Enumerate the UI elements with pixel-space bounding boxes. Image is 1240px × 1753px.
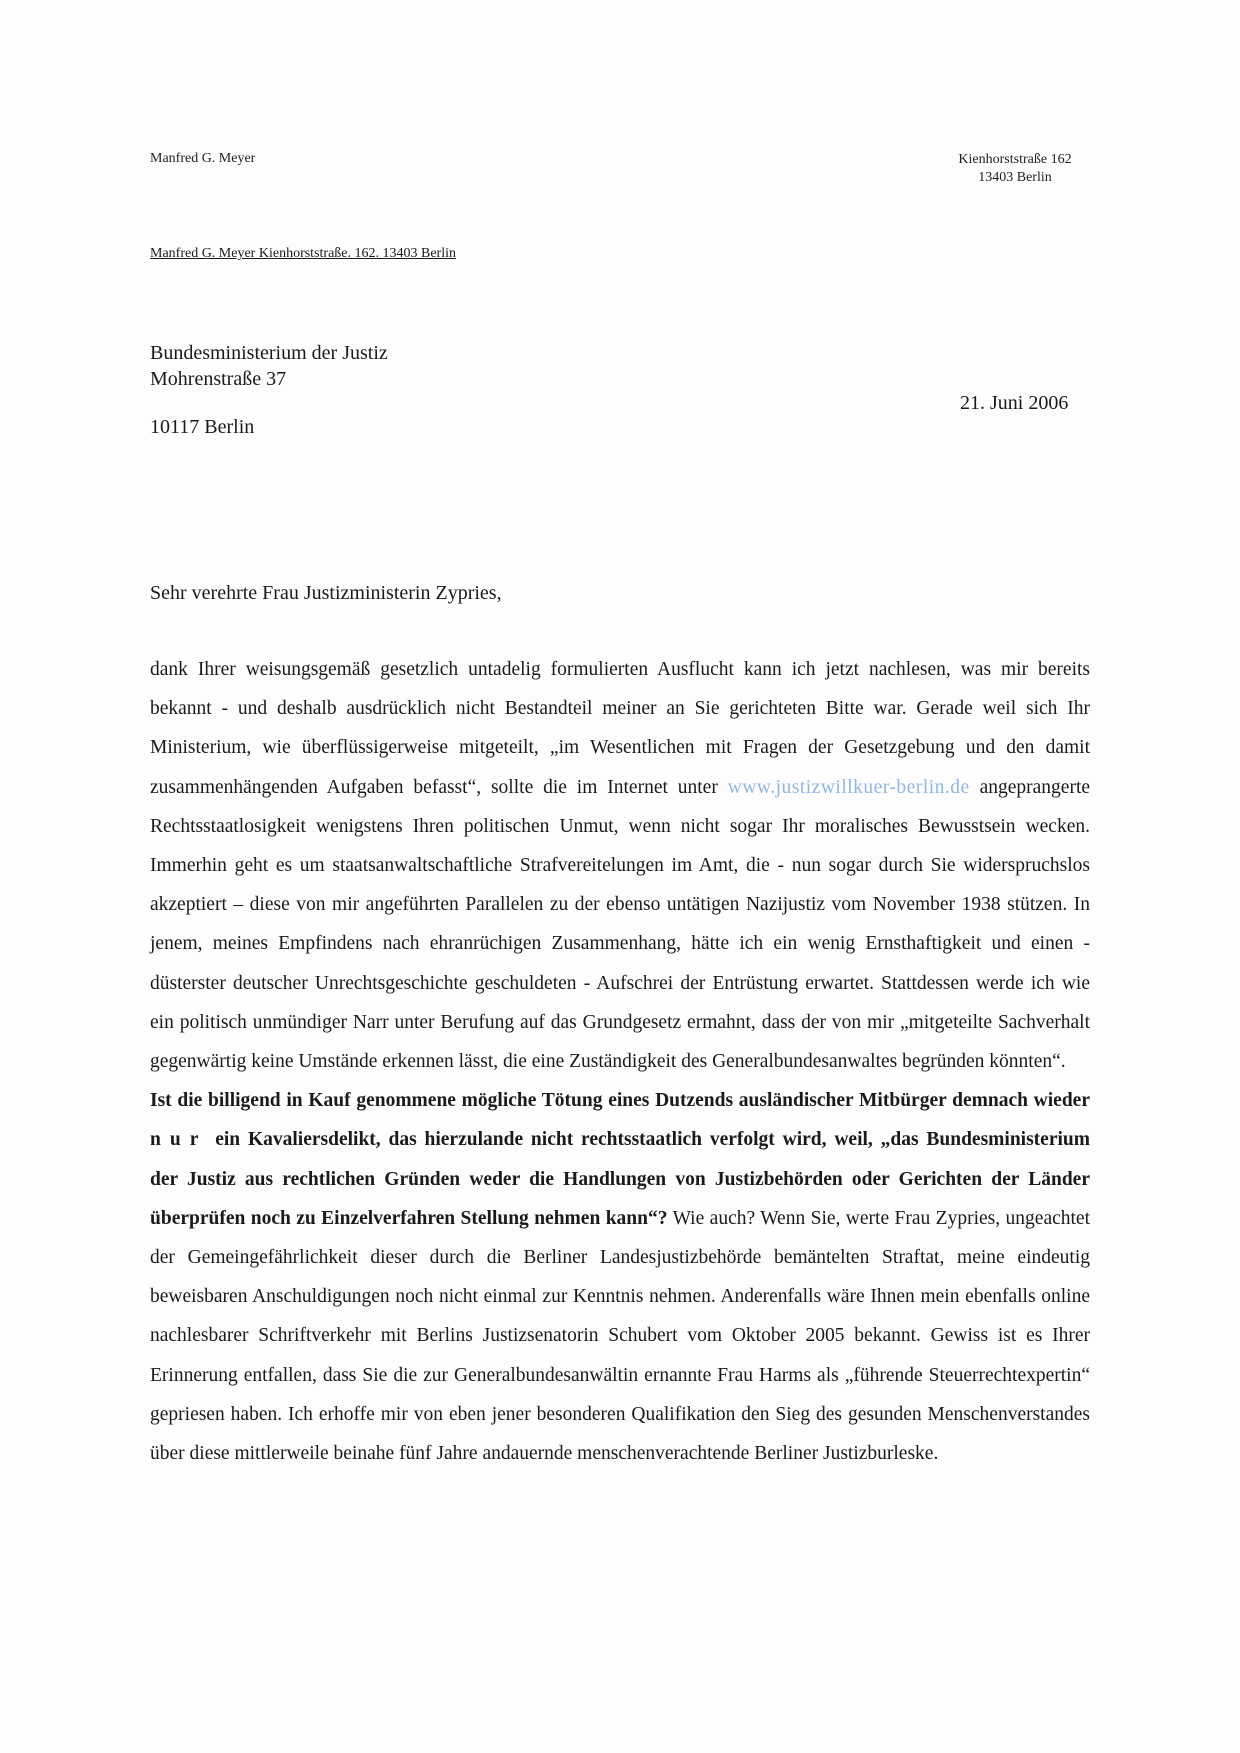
salutation: Sehr verehrte Frau Justizministerin Zypries, (150, 582, 502, 604)
recipient-address (150, 340, 388, 440)
body-paragraph-1 (150, 650, 1090, 1081)
letter-body (150, 650, 1090, 1473)
recipient-line-2: Mohrenstraße 37 (150, 368, 287, 390)
website-link[interactable]: www.justizwillkuer-berlin.de (727, 776, 970, 798)
sender-address (935, 151, 1095, 187)
letter-date: 21. Juni 2006 (960, 392, 1069, 414)
sender-name: Manfred G. Meyer (150, 151, 256, 166)
bold-question-part-b: ein Kavaliersdelikt, das hierzulande nicht rechtsstaatlich verfolgt wird, weil, „das Bundesministerium der Justiz aus rechtlichen Gründen weder die Handlungen von Justizbehörden oder Gerichten der Länder überprüfen noch zu Einzelverfahren Stellung nehmen kann“? (150, 1129, 1090, 1229)
body-text-part-b: angeprangerte Rechtsstaatlosigkeit wenigstens Ihren politischen Unmut, wenn nicht sogar Ihr moralisches Bewusstsein wecken. Immerhin geht es um staatsanwaltschaftliche Strafvereitelungen im Amt, die - nun sogar durch Sie widerspruchslos akzeptiert – diese von mir angeführten Parallelen zu der ebenso untätigen Nazijustiz vom November 1938 stützen. In jenem, meines Empfindens nach ehranrüchigen Zusammenhang, hätte ich ein wenig Ernsthaftigkeit und einen - düsterster deutscher Unrechtsgeschichte geschuldeten - Aufschrei der Entrüstung erwartet. Stattdessen werde ich wie ein politisch unmündiger Narr unter Berufung auf das Grundgesetz ermahnt, dass der von mir „mitgeteilte Sachverhalt gegenwärtig keine Umstände erkennen lässt, die eine Zuständigkeit des Generalbundesanwaltes begründen könnten“. (150, 776, 1091, 1073)
body-text-paragraph-2: Wie auch? Wenn Sie, werte Frau Zypries, ungeachtet der Gemeingefährlichkeit dieser durch die Berliner Landesjustizbehörde bemäntelten Straftat, meine eindeutig beweisbaren Anschuldigungen noch nicht einmal zur Kenntnis nehmen. Anderenfalls wäre Ihnen mein ebenfalls online nachlesbarer Schriftverkehr mit Berlins Justizsenatorin Schubert vom Oktober 2005 bekannt. Gewiss ist es Ihrer Erinnerung entfallen, dass Sie die zur Generalbundesanwältin ernannte Frau Harms als „führende Steuerrechtexpertin“ gepriesen haben. Ich erhoffe mir von eben jener besonderen Qualifikation den Sieg des gesunden Menschenverstandes über diese mittlerweile beinahe fünf Jahre andauernde menschenverachtende Berliner Justizburleske. (150, 1207, 1090, 1465)
bold-question-emphasis: nur (150, 1129, 208, 1151)
bold-question-part-a: Ist die billigend in Kauf genommene mögliche Tötung eines Dutzends ausländischer Mitbürger demnach wieder (150, 1090, 1090, 1112)
recipient-gap (150, 392, 388, 414)
return-address-line: Manfred G. Meyer Kienhorststraße. 162. 13403 Berlin (150, 246, 456, 261)
sender-city: 13403 Berlin (978, 170, 1052, 185)
sender-street: Kienhorststraße 162 (958, 152, 1072, 167)
recipient-line-1: Bundesministerium der Justiz (150, 342, 388, 364)
recipient-line-3: 10117 Berlin (150, 416, 255, 438)
body-paragraph-2 (150, 1081, 1090, 1473)
body-text-part-a: dank Ihrer weisungsgemäß gesetzlich untadelig formulierten Ausflucht kann ich jetzt nachlesen, was mir bereits bekannt - und deshalb ausdrücklich nicht Bestandteil meiner an Sie gerichteten Bitte war. Gerade weil sich Ihr Ministerium, wie überflüssigerweise mitgeteilt, „im Wesentlichen mit Fragen der Gesetzgebung und den damit zusammenhängenden Aufgaben befasst“, sollte die im Internet unter (150, 659, 1090, 798)
